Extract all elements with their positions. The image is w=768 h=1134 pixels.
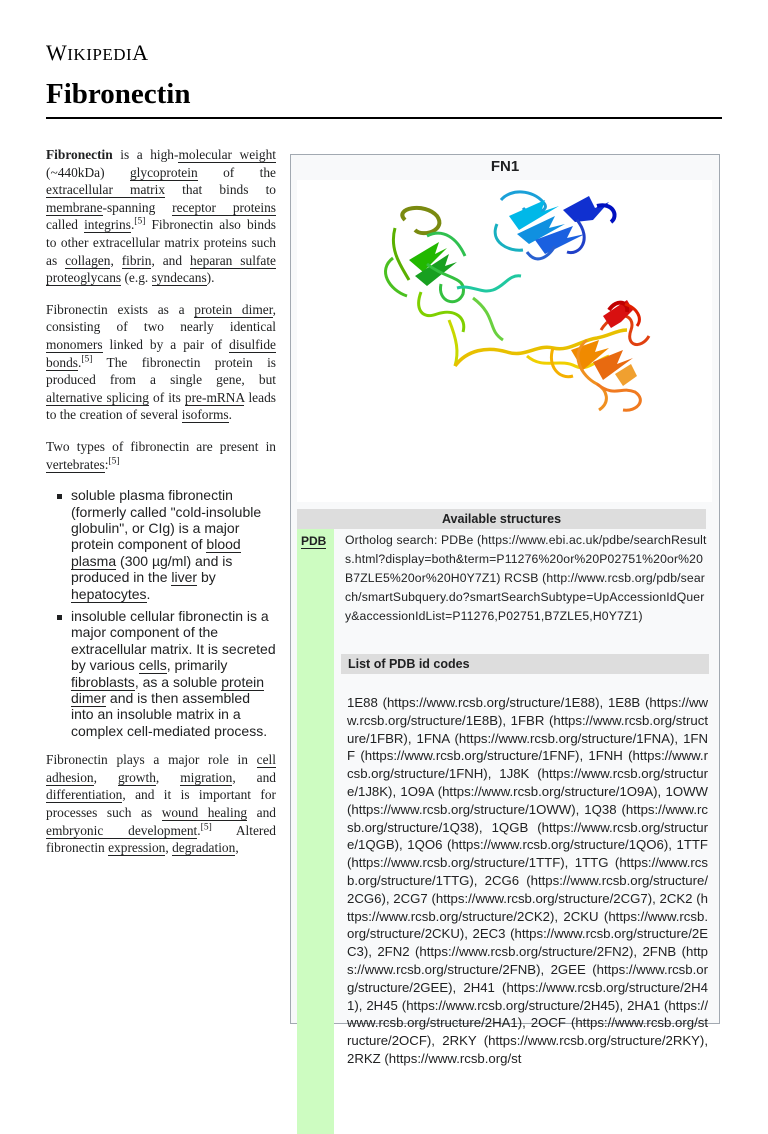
link-isoforms[interactable]: isoforms [181, 407, 229, 423]
text: Fibronectin exists as a [46, 301, 195, 317]
link-migration[interactable]: migration [180, 769, 233, 785]
link-wound-healing[interactable]: wound healing [161, 804, 248, 820]
text: The fibronectin protein is produced from a single gene, but [46, 354, 276, 388]
link-degradation[interactable]: degradation [172, 840, 236, 856]
title-divider [46, 117, 722, 119]
text: that binds to [165, 182, 276, 198]
paragraph-types [46, 438, 276, 473]
text: (e.g. [121, 270, 152, 286]
article-body [46, 146, 276, 871]
pdb-id-list[interactable]: 1E88 (https://www.rcsb.org/structure/1E88), 1E8B (https://www.rcsb.org/structure/1E8B), 1FBR (https://www.rcsb.org/structure/1FBR), 1FNA (https://www.rcsb.org/structure/1FNA), 1FNF (https://www.rcsb.org/structure/1FNF), 1FNH (https://www.rcsb.org/structure/1FNH), 1J8K (https://www.rcsb.org/structure/1J8K), 1O9A (https://www.rcsb.org/structure/1O9A), 1OWW (https://www.rcsb.org/structure/1OWW), 1Q38 (https://www.rcsb.org/structure/1Q38), 1QGB (https://www.rcsb.org/structure/1QGB), 1QO6 (https://www.rcsb.org/structure/1QO6), 1TTF (https://www.rcsb.org/structure/1TTF), 1TTG (https://www.rcsb.org/structure/1TTG), 2CG6 (https://www.rcsb.org/structure/2CG6), 2CG7 (https://www.rcsb.org/structure/2CG7), 2CK2 (https://www.rcsb.org/structure/2CK2), 2CKU (https://www.rcsb.org/structure/2CKU), 2EC3 (https://www.rcsb.org/structure/2EC3), 2FN2 (https://www.rcsb.org/structure/2FN2), 2FNB (https://www.rcsb.org/structure/2FNB), 2GEE (https://www.rcsb.org/structure/2GEE), 2H41 (https://www.rcsb.org/structure/2H41), 2H45 (https://www.rcsb.org/structure/2H45), 2HA1 (https://www.rcsb.org/structure/2HA1), 2OCF (https://www.rcsb.org/structure/2OCF), 2RKY (https://www.rcsb.org/structure/2RKY), 2RKZ (https://www.rcsb.org/st [347, 695, 708, 1066]
link-pre-mrna[interactable]: pre-mRNA [184, 389, 245, 405]
link-growth[interactable]: growth [117, 769, 156, 785]
text: by [197, 569, 216, 586]
link-liver[interactable]: liver [171, 569, 198, 586]
link-blood-plasma[interactable]: blood plasma [71, 536, 241, 569]
pdb-id-list-header[interactable]: List of PDB id codes [341, 654, 709, 674]
page-title: Fibronectin [46, 78, 191, 110]
paragraph-function [46, 751, 276, 857]
link-glycoprotein[interactable]: glycoprotein [129, 164, 198, 180]
ortholog-search-text[interactable]: Ortholog search: PDBe (https://www.ebi.ac.uk/pdbe/searchResults.html?display=both&term=P11276%20or%20P02751%20or%20B7ZLE5%20or%20H0Y7Z1) RCSB (http://www.rcsb.org/pdb/search/smartSubquery.do?smartSearchSubtype=UpAccessionIdQuery&accessionIdList=P11276,P02751,B7ZLE5,H0Y7Z1) [345, 533, 707, 623]
link-expression[interactable]: expression [108, 840, 166, 856]
text: of the [197, 164, 276, 180]
text: (300 µg/ml) and is produced in the [71, 552, 233, 586]
link-extracellular-matrix[interactable]: extracellular matrix [46, 182, 166, 198]
text: , and it is important for processes such as [46, 787, 276, 820]
types-list [46, 487, 276, 739]
protein-ribbon-icon [297, 180, 712, 502]
link-disulfide-bonds[interactable]: disulfide bonds [46, 336, 276, 370]
link-vertebrates[interactable]: vertebrates [46, 456, 105, 472]
text: of its [148, 389, 185, 405]
citation-ref[interactable]: [5] [108, 456, 120, 467]
pdb-link[interactable]: PDB [301, 534, 327, 548]
protein-structure-image[interactable] [297, 180, 712, 502]
list-item [71, 608, 276, 739]
text: . [146, 585, 151, 602]
text: , [110, 252, 122, 268]
logo-letter-a: A [132, 40, 149, 65]
text: . [197, 822, 201, 838]
text: leads to the creation of several [46, 389, 276, 423]
pdb-label [297, 529, 334, 1134]
text: Two types of fibronectin are present in [46, 438, 276, 454]
link-protein-dimer-2[interactable]: protein dimer [71, 673, 265, 706]
link-differentiation[interactable]: differentiation [46, 787, 123, 803]
text: Altered fibronectin [46, 822, 277, 856]
text: linked by a pair of [102, 336, 230, 352]
text: ). [206, 270, 215, 286]
text: , and [151, 252, 190, 268]
citation-ref[interactable]: [5] [81, 354, 93, 365]
text: , and [232, 769, 276, 785]
link-cells[interactable]: cells [138, 657, 167, 674]
citation-ref[interactable]: [5] [200, 822, 212, 833]
link-fibrin[interactable]: fibrin [121, 252, 152, 268]
wikipedia-wordmark[interactable] [46, 40, 149, 66]
text: soluble plasma fibronectin (formerly called "cold-insoluble globulin", or CIg) is a major protein component of [71, 487, 262, 553]
infobox-title: FN1 [490, 158, 520, 175]
text: and [247, 804, 276, 820]
link-protein-dimer[interactable]: protein dimer [194, 301, 273, 317]
link-membrane[interactable]: membrane [46, 199, 103, 215]
bold-term: Fibronectin [46, 147, 113, 162]
infobox [290, 154, 720, 1066]
text: . [78, 354, 82, 370]
link-monomers[interactable]: monomers [46, 336, 103, 352]
text: , [235, 840, 239, 856]
link-molecular-weight[interactable]: molecular weight [178, 147, 276, 162]
paragraph-structure [46, 301, 276, 424]
link-heparan-sulfate-proteoglycans[interactable]: heparan sulfate proteoglycans [46, 252, 276, 286]
citation-ref[interactable]: [5] [134, 216, 146, 227]
text: . [130, 217, 135, 233]
text: is a high- [112, 147, 179, 162]
text: , [93, 769, 118, 785]
list-item [71, 487, 276, 602]
text: and is then assembled into an insoluble matrix in a complex cell-mediated process. [71, 689, 268, 739]
text: . [228, 407, 232, 423]
text: : [104, 456, 109, 472]
text: , consisting of two nearly identical [46, 301, 276, 335]
text: -spanning [102, 199, 173, 215]
link-receptor-proteins[interactable]: receptor proteins [172, 199, 276, 215]
link-cell-adhesion[interactable]: cell adhesion [46, 752, 276, 785]
text: called [46, 217, 85, 233]
logo-letters-middle: IKIPEDI [67, 45, 133, 64]
link-fibroblasts[interactable]: fibroblasts [71, 673, 135, 690]
available-structures-header: Available structures [297, 509, 706, 529]
link-integrins[interactable]: integrins [84, 217, 131, 233]
link-hepatocytes[interactable]: hepatocytes [71, 585, 147, 602]
paragraph-intro [46, 146, 276, 287]
text: Fibronectin plays a major role in [46, 752, 257, 768]
link-alternative-splicing[interactable]: alternative splicing [46, 389, 149, 405]
link-syndecans[interactable]: syndecans [151, 270, 207, 286]
text: (~440kDa) [46, 164, 130, 180]
link-collagen[interactable]: collagen [65, 252, 111, 268]
link-embryonic-development[interactable]: embryonic development [46, 822, 198, 838]
text: , as a soluble [134, 673, 222, 690]
text: , [165, 840, 173, 856]
text: insoluble cellular fibronectin is a major component of the extracellular matrix. It is secreted by various [71, 607, 276, 674]
text: , primarily [166, 657, 228, 674]
logo-letter-w: W [46, 40, 68, 65]
text: Fibronectin also binds to other extracellular matrix proteins such as [46, 217, 276, 268]
text: , [155, 769, 181, 785]
